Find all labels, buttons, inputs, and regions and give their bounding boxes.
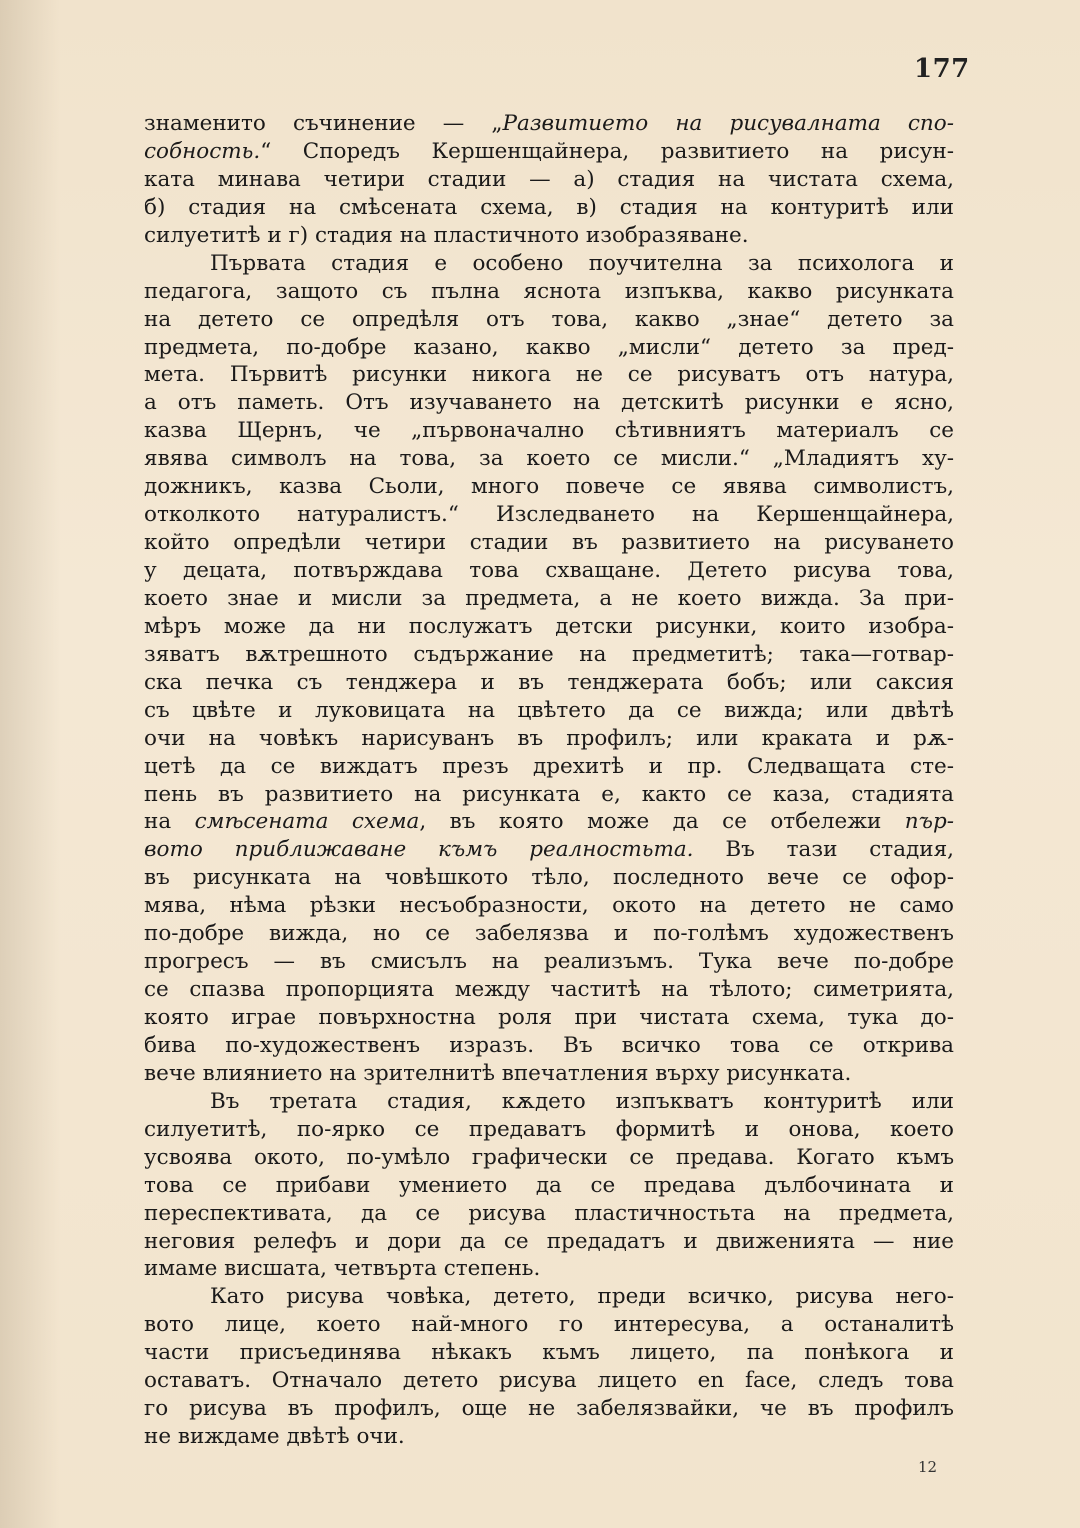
text-line <box>144 194 954 222</box>
text-segment: оставатъ. Отначало детето рисува лицето en face, следъ това <box>144 1368 954 1394</box>
text-segment: ска печка съ тенджера и въ тенджерата бобъ; или саксия <box>144 669 954 695</box>
text-line <box>144 697 954 725</box>
text-segment: на детето се опредѣля отъ това, какво „знае“ детето за <box>144 306 954 332</box>
text-line <box>144 1060 954 1088</box>
text-segment: не виждаме двѣтѣ очи. <box>144 1424 405 1450</box>
text-line <box>144 781 954 809</box>
text-segment: переспективата, да се рисува пластичностьта на предмета, <box>144 1200 954 1226</box>
text-segment: на <box>144 809 195 835</box>
text-line <box>144 361 954 389</box>
text-line <box>144 753 954 781</box>
text-line <box>144 278 954 306</box>
text-line <box>144 166 954 194</box>
text-segment: у децата, потвърждава това схващане. Детето рисува това, <box>144 558 954 583</box>
text-segment: вото лице, което най-много го интересува, а останалитѣ <box>144 1312 954 1338</box>
text-segment: Въ тази стадия, <box>693 837 954 863</box>
text-segment: това се прибави умението да се предава дълбочината и <box>144 1172 954 1198</box>
text-segment: прогресъ — въ смисълъ на реализъмъ. Тука вече по-добре <box>144 949 954 975</box>
text-line <box>144 1116 954 1144</box>
text-segment: силуетитѣ и г) стадия на пластичното изобразяване. <box>144 222 749 248</box>
text-segment: мета. Първитѣ рисунки никога не се рисуватъ отъ натура, <box>144 362 954 388</box>
text-line <box>144 948 954 976</box>
text-line <box>144 557 954 585</box>
text-line <box>144 417 954 445</box>
text-segment: , въ която може да се отбележи <box>419 809 905 835</box>
text-segment: Първата стадия е особено поучителна за психолога и <box>210 250 954 276</box>
text-segment: отколкото натуралистъ.“ Изследването на Кершенщайнера, <box>144 502 954 528</box>
text-line <box>144 1395 954 1423</box>
text-segment: Развитието на рисувалната спо- <box>502 111 954 136</box>
paragraph-4 <box>144 1283 954 1451</box>
page-number: 177 <box>914 54 970 84</box>
text-segment: пень въ развитието на рисунката е, както се каза, стадията <box>144 781 954 807</box>
text-segment: Въ третата стадия, кѫдето изпъкватъ контуритѣ или <box>210 1088 954 1114</box>
text-segment: усвоява окото, по-умѣло графически се предава. Когато къмъ <box>144 1144 954 1170</box>
text-line <box>144 1088 954 1116</box>
text-segment: Като рисува човѣка, детето, преди всичко, рисува него- <box>210 1284 954 1310</box>
text-line <box>144 892 954 920</box>
text-line <box>144 501 954 529</box>
text-line <box>144 976 954 1004</box>
text-line <box>144 1339 954 1367</box>
text-line <box>144 808 954 836</box>
text-segment: го рисува въ профилъ, още не забелязвайки, че въ профилъ <box>144 1396 954 1422</box>
text-line <box>144 1032 954 1060</box>
text-line <box>144 585 954 613</box>
text-segment: мѣръ може да ни послужатъ детски рисунки, които изобра- <box>144 613 954 639</box>
text-line <box>144 1228 954 1256</box>
text-segment: казва Щернъ, че „първоначално сѣтивниятъ материалъ се <box>144 418 954 444</box>
text-segment: “ Споредъ Кершенщайнера, развитието на рисун- <box>260 138 954 164</box>
body-text <box>144 110 954 1451</box>
text-line <box>144 110 954 138</box>
text-line <box>144 669 954 697</box>
text-segment: въ рисунката на човѣшкото тѣло, последното вече се офор- <box>144 865 954 891</box>
paragraph-1 <box>144 110 954 250</box>
text-line <box>144 836 954 864</box>
text-line <box>144 1144 954 1172</box>
text-line <box>144 250 954 278</box>
signature-mark: 12 <box>918 1458 938 1476</box>
text-line <box>144 920 954 948</box>
text-line <box>144 445 954 473</box>
text-line <box>144 1004 954 1032</box>
text-line <box>144 1423 954 1451</box>
text-line <box>144 389 954 417</box>
text-segment: части присъединява нѣкакъ къмъ лицето, па понѣкога и <box>144 1340 954 1366</box>
text-line <box>144 1200 954 1228</box>
text-segment: се спазва пропорцията между частитѣ на тѣлото; симетрията, <box>144 977 954 1003</box>
text-segment: имаме висшата, четвърта степень. <box>144 1256 541 1282</box>
text-segment: смѣсената схема <box>194 809 420 835</box>
text-segment: очи на човѣкъ нарисуванъ въ профилъ; или краката и рѫ- <box>144 725 954 751</box>
text-line <box>144 613 954 641</box>
text-segment: педагога, защото съ пълна яснота изпъква, какво рисунката <box>144 278 954 304</box>
text-segment: дожникъ, казва Сьоли, много повече се явява символистъ, <box>144 474 954 500</box>
text-line <box>144 306 954 334</box>
text-line <box>144 725 954 753</box>
text-line <box>144 641 954 669</box>
text-segment: зяватъ вѫтрешното съдържание на предметитѣ; така—готвар- <box>144 641 954 667</box>
text-segment: б) стадия на смѣсената схема, в) стадия на контуритѣ или <box>144 194 954 220</box>
text-segment: съ цвѣте и луковицата на цвѣтето да се вижда; или двѣтѣ <box>144 697 954 723</box>
text-line <box>144 1255 954 1283</box>
text-segment: който опредѣли четири стадии въ развитието на рисуването <box>144 530 954 556</box>
text-segment: което знае и мисли за предмета, а не което вижда. За при- <box>144 585 954 611</box>
text-line <box>144 1172 954 1200</box>
text-segment: а отъ паметь. Отъ изучаването на детскитѣ рисунки е ясно, <box>144 390 954 416</box>
text-segment: вече влиянието на зрителнитѣ впечатления върху рисунката. <box>144 1060 852 1086</box>
text-segment: пър- <box>904 809 955 835</box>
text-segment: по-добре вижда, но се забелязва и по-голѣмъ художественъ <box>144 921 954 947</box>
text-line <box>144 473 954 501</box>
text-line <box>144 1283 954 1311</box>
text-segment: собность. <box>144 138 261 164</box>
text-segment: вото приближаване къмъ реалностьта. <box>144 837 694 863</box>
text-segment: която играе повърхностна роля при чистата схема, тука до- <box>144 1005 954 1030</box>
text-line <box>144 1311 954 1339</box>
text-segment: знаменито съчинение — „ <box>144 111 503 136</box>
text-segment: явява символъ на това, за което се мисли.“ „Младиятъ ху- <box>144 446 954 472</box>
text-segment: мява, нѣма рѣзки несъобразности, окото на детето не само <box>144 893 954 919</box>
text-line <box>144 138 954 166</box>
text-line <box>144 334 954 362</box>
text-line <box>144 222 954 250</box>
paragraph-3 <box>144 1088 954 1284</box>
text-segment: силуетитѣ, по-ярко се предаватъ формитѣ и онова, което <box>144 1116 954 1142</box>
paragraph-2 <box>144 250 954 1088</box>
text-line <box>144 864 954 892</box>
text-segment: предмета, по-добре казано, какво „мисли“ детето за пред- <box>144 334 954 360</box>
text-segment: бива по-художественъ изразъ. Въ всичко това се открива <box>144 1032 954 1058</box>
text-segment: неговия релефъ и дори да се предадатъ и движенията — ние <box>144 1228 954 1254</box>
text-line <box>144 529 954 557</box>
text-line <box>144 1367 954 1395</box>
text-segment: цетѣ да се виждатъ презъ дрехитѣ и пр. Следващата сте- <box>144 753 954 779</box>
text-segment: ката минава четири стадии — а) стадия на чистата схема, <box>144 166 954 192</box>
